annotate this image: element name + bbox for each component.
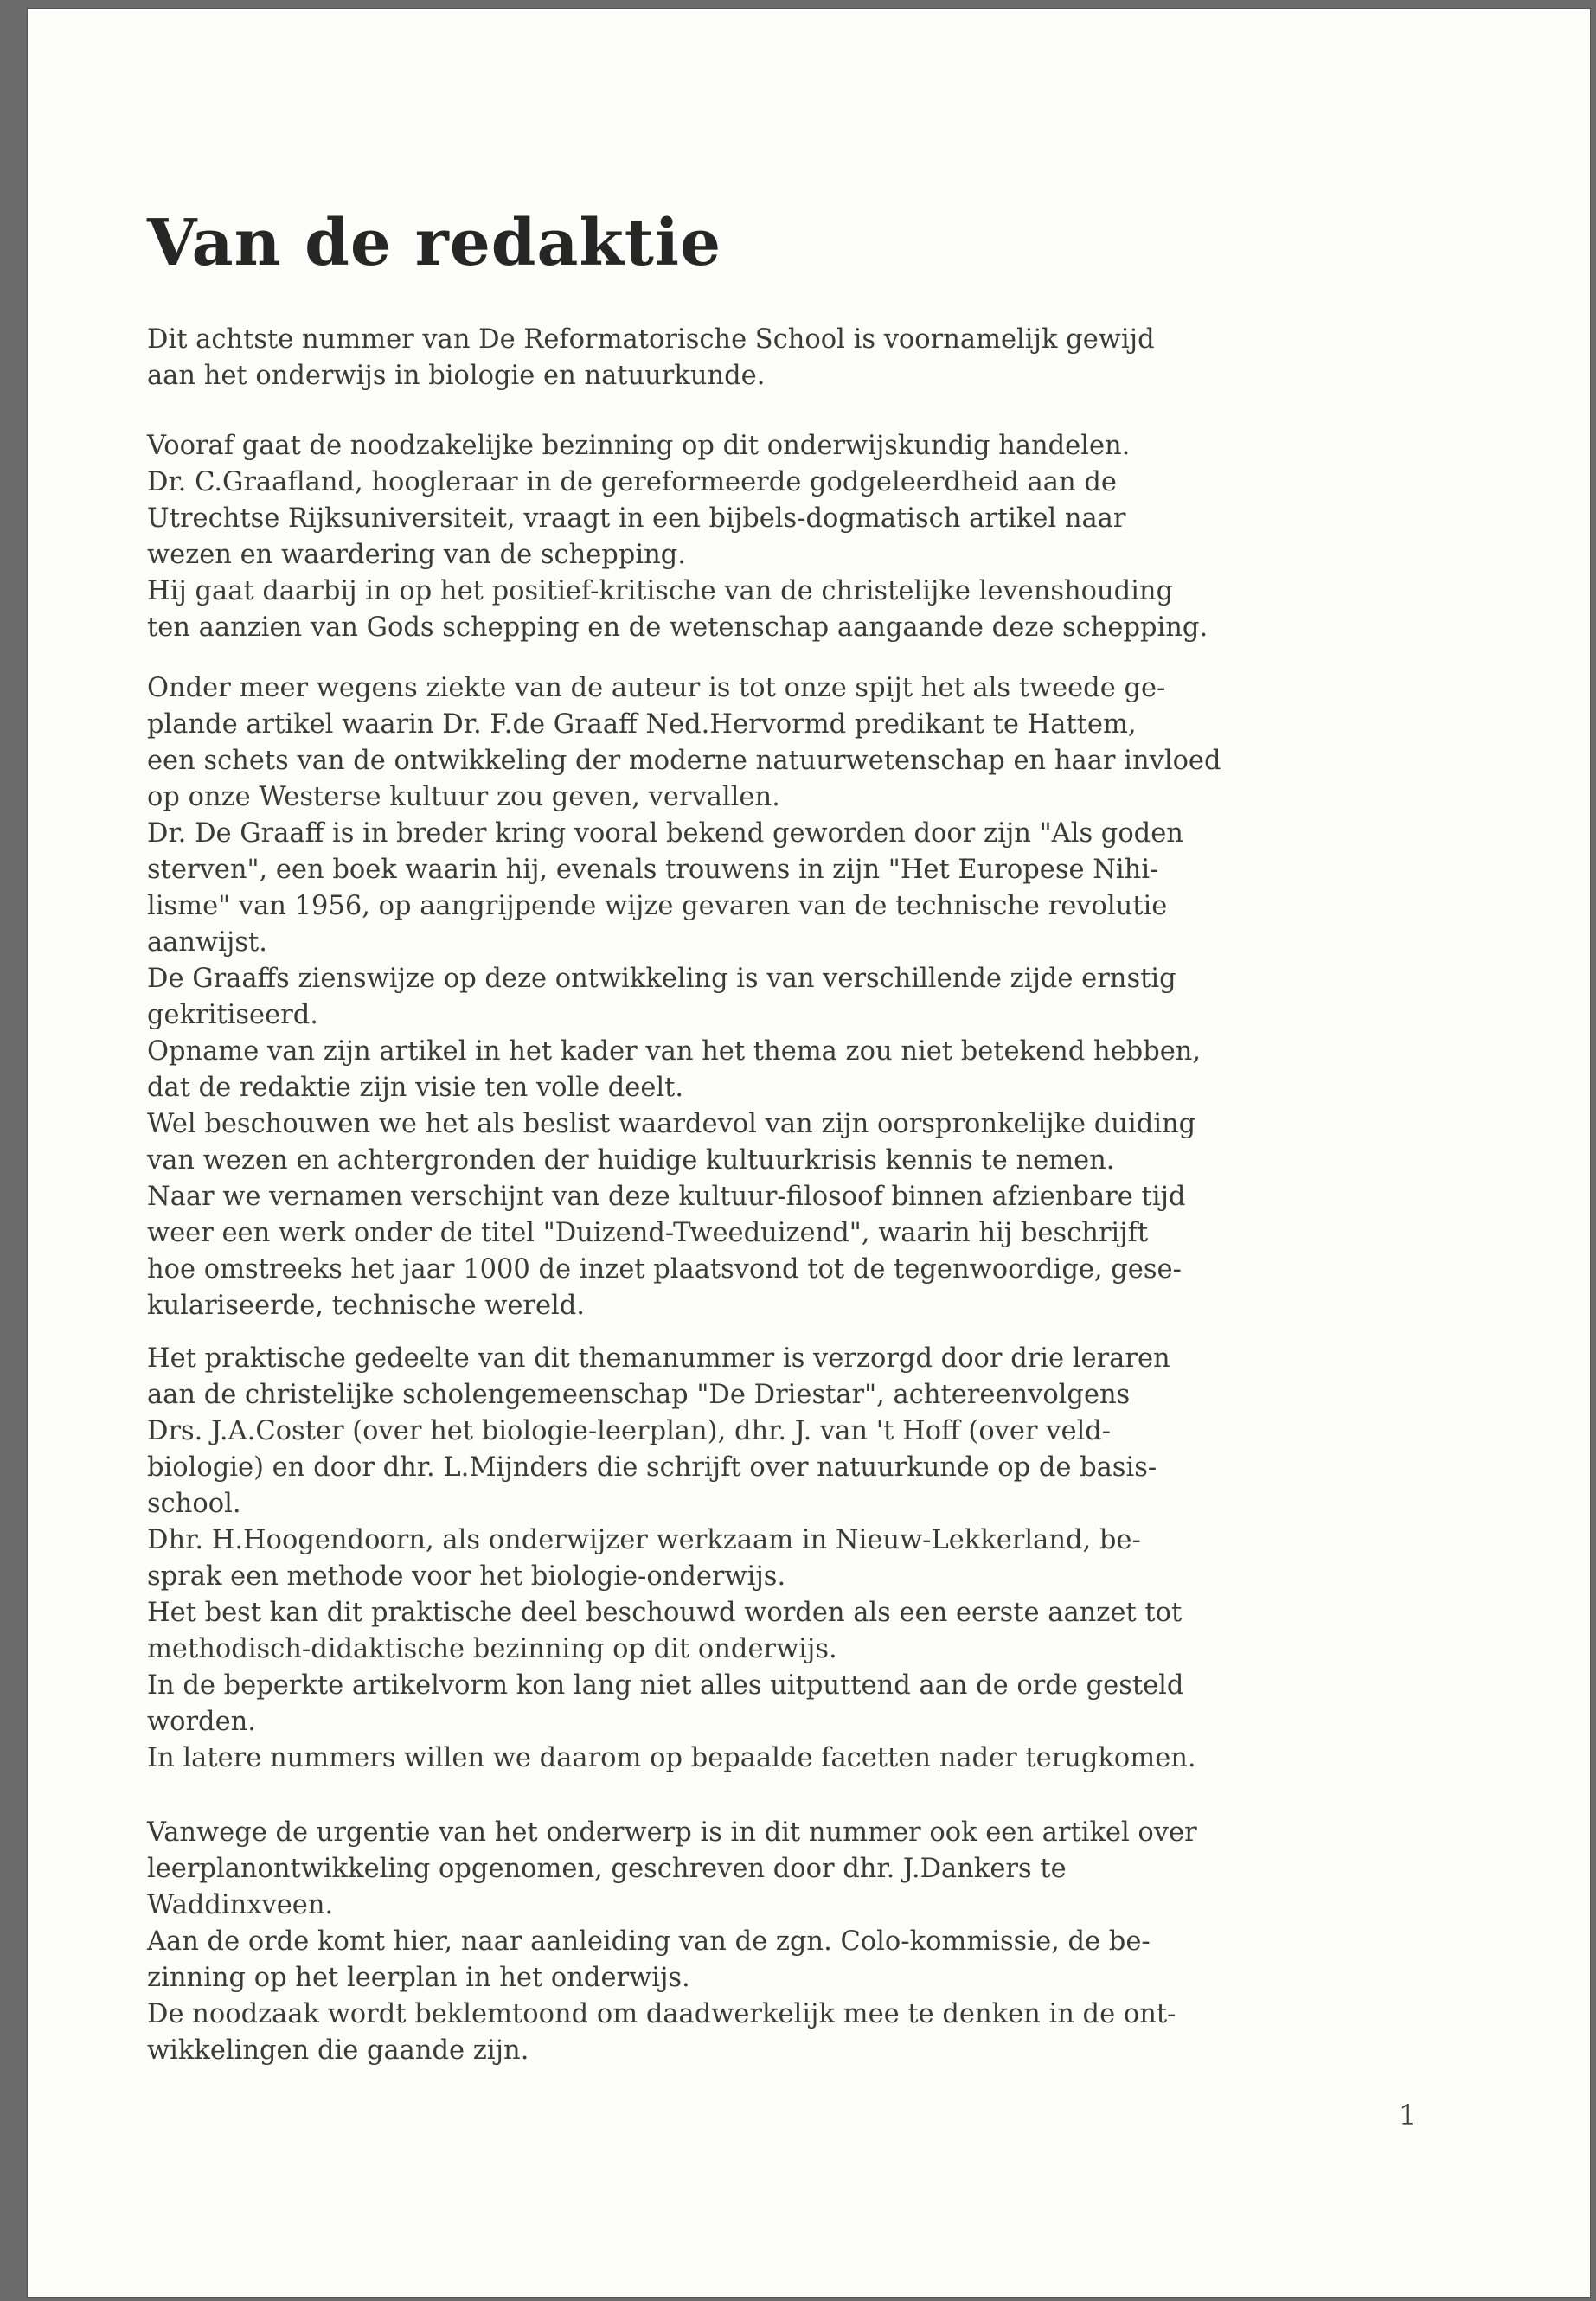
text-line: Drs. J.A.Coster (over het biologie-leerplan), dhr. J. van 't Hoff (over veld- (147, 1416, 1112, 1446)
text-line: aan de christelijke scholengemeenschap "De Driestar", achtereenvolgens (147, 1380, 1131, 1410)
text-line: dat de redaktie zijn visie ten volle deelt. (147, 1073, 684, 1103)
text-line: Vooraf gaat de noodzakelijke bezinning op dit onderwijskundig handelen. (147, 431, 1131, 461)
text-line: biologie) en door dhr. L.Mijnders die schrijft over natuurkunde op de basis- (147, 1452, 1157, 1483)
text-line: methodisch-didaktische bezinning op dit onderwijs. (147, 1634, 837, 1664)
text-line: Het best kan dit praktische deel beschouwd worden als een eerste aanzet tot (147, 1598, 1183, 1628)
text-line: sprak een methode voor het biologie-onderwijs. (147, 1561, 786, 1592)
text-line: Utrechtse Rijksuniversiteit, vraagt in een bijbels-dogmatisch artikel naar (147, 503, 1126, 534)
text-line: sterven", een boek waarin hij, evenals trouwens in zijn "Het Europese Nihi- (147, 855, 1159, 885)
text-line: In latere nummers willen we daarom op bepaalde facetten nader terugkomen. (147, 1743, 1196, 1773)
text-line: Vanwege de urgentie van het onderwerp is in dit nummer ook een artikel over (147, 1817, 1197, 1848)
text-line: aan het onderwijs in biologie en natuurkunde. (147, 361, 766, 391)
text-line: In de beperkte artikelvorm kon lang niet alles uitputtend aan de orde gesteld (147, 1670, 1184, 1701)
text-line: Dr. C.Graafland, hoogleraar in de gereformeerde godgeleerdheid aan de (147, 467, 1117, 497)
paragraph-5 (147, 1815, 1462, 2069)
text-line: aanwijst. (147, 927, 267, 958)
page-title: Van de redaktie (147, 206, 722, 280)
text-line: op onze Westerse kultuur zou geven, vervallen. (147, 782, 780, 812)
text-line: Hij gaat daarbij in op het positief-kritische van de christelijke levenshouding (147, 576, 1174, 606)
page-number: 1 (1399, 2099, 1417, 2131)
document-page (28, 9, 1590, 2297)
text-line: Waddinxveen. (147, 1890, 334, 1920)
text-line: Naar we vernamen verschijnt van deze kultuur-filosoof binnen afzienbare tijd (147, 1182, 1186, 1212)
text-line: Dit achtste nummer van De Reformatorische School is voornamelijk gewijd (147, 324, 1155, 355)
text-line: hoe omstreeks het jaar 1000 de inzet plaatsvond tot de tegenwoordige, gese- (147, 1254, 1182, 1285)
text-line: ten aanzien van Gods schepping en de wetenschap aangaande deze schepping. (147, 612, 1208, 643)
paragraph-3 (147, 670, 1462, 1324)
text-line: leerplanontwikkeling opgenomen, geschreven door dhr. J.Dankers te (147, 1854, 1067, 1884)
text-line: wezen en waardering van de schepping. (147, 540, 686, 570)
text-line: Dhr. H.Hoogendoorn, als onderwijzer werkzaam in Nieuw-Lekkerland, be- (147, 1525, 1141, 1555)
text-line: lisme" van 1956, op aangrijpende wijze gevaren van de technische revolutie (147, 891, 1168, 921)
text-line: De Graaffs zienswijze op deze ontwikkeling is van verschillende zijde ernstig (147, 964, 1176, 994)
text-line: Onder meer wegens ziekte van de auteur is tot onze spijt het als tweede ge- (147, 673, 1166, 703)
text-line: De noodzaak wordt beklemtoond om daadwerkelijk mee te denken in de ont- (147, 1999, 1176, 2029)
text-line: wikkelingen die gaande zijn. (147, 2035, 529, 2066)
paragraph-1 (147, 322, 1462, 394)
text-line: gekritiseerd. (147, 1000, 318, 1030)
text-line: plande artikel waarin Dr. F.de Graaff Ned.Hervormd predikant te Hattem, (147, 709, 1137, 740)
paragraph-2 (147, 428, 1462, 646)
text-line: worden. (147, 1707, 256, 1737)
text-line: een schets van de ontwikkeling der moderne natuurwetenschap en haar invloed (147, 746, 1221, 776)
text-line: van wezen en achtergronden der huidige kultuurkrisis kennis te nemen. (147, 1145, 1115, 1176)
text-line: zinning op het leerplan in het onderwijs. (147, 1963, 690, 1993)
text-line: kulariseerde, technische wereld. (147, 1291, 586, 1321)
text-line: Opname van zijn artikel in het kader van het thema zou niet betekend hebben, (147, 1036, 1202, 1067)
text-line: Dr. De Graaff is in breder kring vooral bekend geworden door zijn "Als goden (147, 818, 1183, 849)
text-line: Wel beschouwen we het als beslist waardevol van zijn oorspronkelijke duiding (147, 1109, 1196, 1139)
text-line: Het praktische gedeelte van dit themanummer is verzorgd door drie leraren (147, 1343, 1170, 1374)
paragraph-4 (147, 1341, 1462, 1777)
text-line: school. (147, 1489, 241, 1519)
text-line: Aan de orde komt hier, naar aanleiding van de zgn. Colo-kommissie, de be- (147, 1926, 1151, 1957)
text-line: weer een werk onder de titel "Duizend-Tweeduizend", waarin hij beschrijft (147, 1218, 1149, 1248)
